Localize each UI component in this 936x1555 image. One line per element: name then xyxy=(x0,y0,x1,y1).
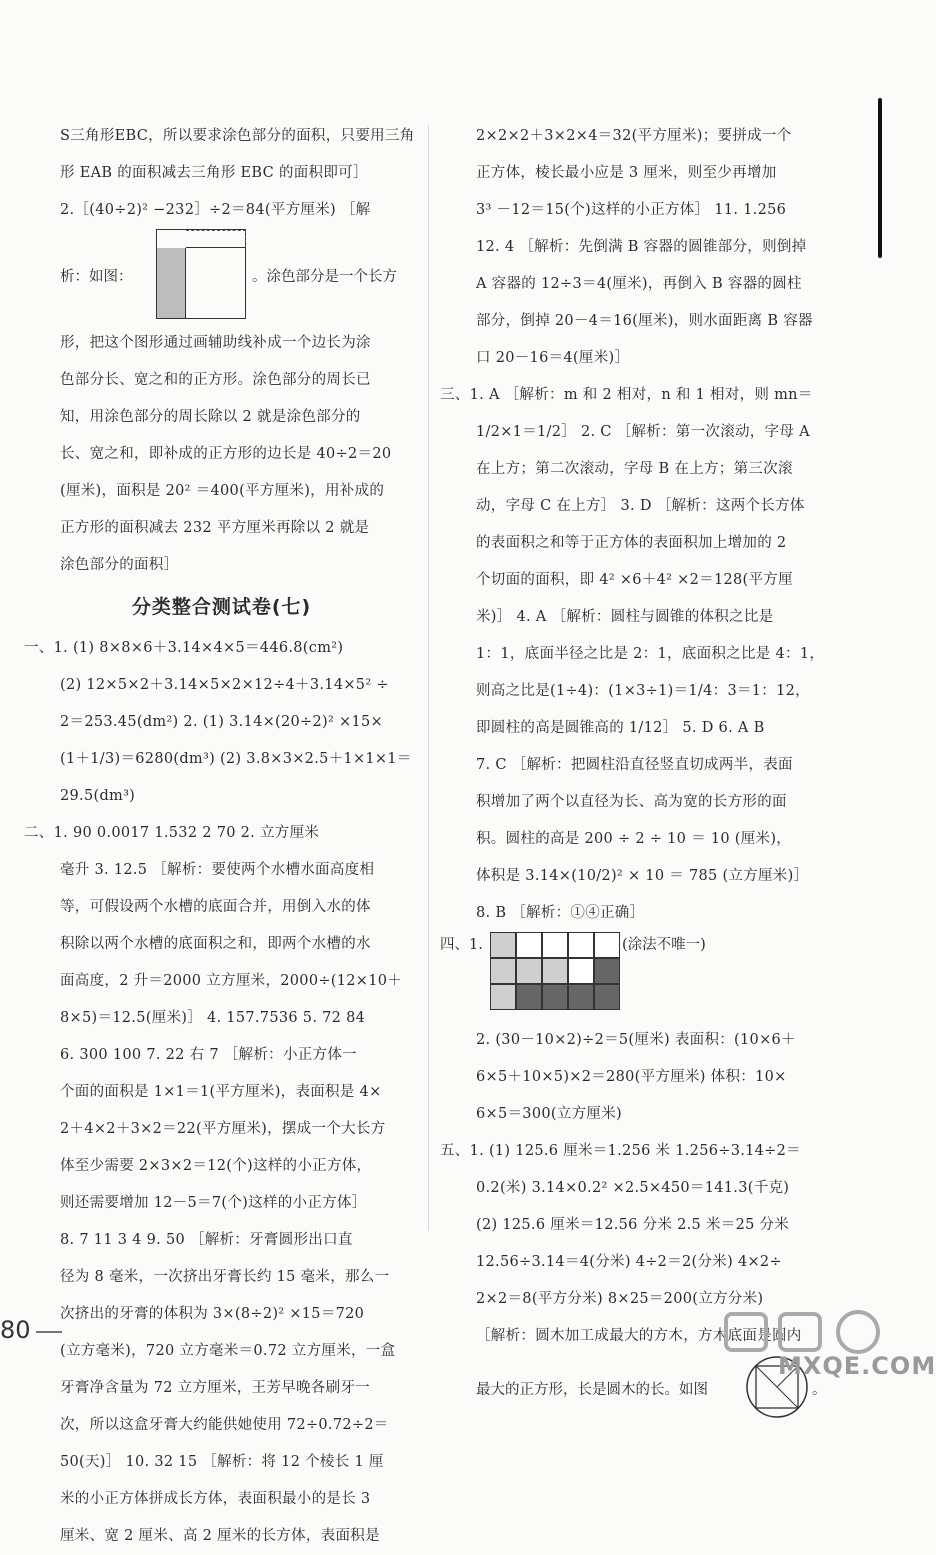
text-line: 1/2×1＝1/2］ 2. C ［解析：第一次滚动，字母 A xyxy=(476,424,810,440)
text-fragment: (涂法不唯一) xyxy=(622,937,706,953)
text-line: 6×5＝300(立方厘米) xyxy=(476,1106,622,1122)
text-line: 8×5)＝12.5(厘米)］ 4. 157.7536 5. 72 84 xyxy=(60,1010,366,1026)
text-line: 即圆柱的高是圆锥高的 1/12］ 5. D 6. A B xyxy=(476,720,765,736)
text-line: 米的小正方体拼成长方体，表面积最小的是长 3 xyxy=(60,1491,371,1507)
text-line: 毫升 3. 12.5 ［解析：要使两个水槽水面高度相 xyxy=(60,862,375,878)
grid-figure-line xyxy=(440,932,830,1022)
part-three-block xyxy=(440,377,830,932)
continuation-block xyxy=(440,118,830,377)
text-line: 厘米、宽 2 厘米、高 2 厘米的长方体，表面积是 xyxy=(60,1528,380,1544)
text-line: 涂色部分的面积］ xyxy=(60,557,179,573)
text-line: 0.2(米) 3.14×0.2² ×2.5×450＝141.3(千克) xyxy=(476,1180,790,1196)
text-line: 8. B ［解析：①④正确］ xyxy=(476,905,645,921)
part-two-block xyxy=(24,815,419,1555)
text-line: 积除以两个水槽的底面积之和，即两个水槽的水 xyxy=(60,936,371,952)
text-line: 正方形的面积减去 232 平方厘米再除以 2 就是 xyxy=(60,520,370,536)
text-line: 知，用涂色部分的周长除以 2 就是涂色部分的 xyxy=(60,409,361,425)
text-line: 2＝253.45(dm²) 2. (1) 3.14×(20÷2)² ×15× xyxy=(60,714,383,730)
text-line: 50(天)］ 10. 32 15 ［解析：将 12 个棱长 1 厘 xyxy=(60,1454,384,1470)
text-line: 长、宽之和，即补成的正方形的边长是 40÷2＝20 xyxy=(60,446,392,462)
dashed-auxiliary-line xyxy=(186,230,246,248)
text-line: 12.56÷3.14＝4(分米) 4÷2＝2(分米) 4×2÷ xyxy=(476,1254,782,1270)
text-fragment: 最大的正方形，长是圆木的长。如图 xyxy=(476,1382,708,1398)
text-line: 二、1. 90 0.0017 1.532 2 70 2. 立方厘米 xyxy=(24,825,320,841)
text-line: 正方体，棱长最小应是 3 厘米，则至少再增加 xyxy=(476,165,777,181)
text-line: 积增加了两个以直径为长、高为宽的长方形的面 xyxy=(476,794,787,810)
text-line: 口 20－16＝4(厘米)］ xyxy=(476,350,630,366)
text-line: 色部分长、宽之和的正方形。涂色部分的周长已 xyxy=(60,372,371,388)
text-line: 2×2×2＋3×2×4＝32(平方厘米)；要拼成一个 xyxy=(476,128,792,144)
text-line: 则高之比是(1÷4)：(1×3÷1)＝1/4：3＝1：12， xyxy=(476,683,810,699)
text-line: 2＋4×2＋3×2＝22(平方厘米)，摆成一个大长方 xyxy=(60,1121,386,1137)
left-column xyxy=(24,118,419,1555)
part-one-block xyxy=(24,630,419,815)
text-line: 一、1. (1) 8×8×6＋3.14×4×5＝446.8(cm²) xyxy=(24,640,344,656)
text-line: 6. 300 100 7. 22 右 7 ［解析：小正方体一 xyxy=(60,1047,357,1063)
section-title: 分类整合测试卷(七) xyxy=(131,596,312,618)
text-line: 8. 7 11 3 4 9. 50 ［解析：牙膏圆形出口直 xyxy=(60,1232,353,1248)
text-line: (1＋1/3)＝6280(dm³) (2) 3.8×3×2.5＋1×1×1＝ xyxy=(60,751,412,767)
text-line: 在上方；第二次滚动，字母 B 在上方；第三次滚 xyxy=(476,461,793,477)
shaded-grid-figure xyxy=(490,932,620,1010)
shaded-rectangle-figure xyxy=(156,229,246,319)
text-line: 牙膏净含量为 72 立方厘米，王芳早晚各刷牙一 xyxy=(60,1380,371,1396)
text-line: 动，字母 C 在上方］ 3. D ［解析：这两个长方体 xyxy=(476,498,805,514)
text-line: 部分，倒掉 20－4＝16(厘米)，则水面距离 B 容器 xyxy=(476,313,813,329)
text-line: 7. C ［解析：把圆柱沿直径竖直切成两半，表面 xyxy=(476,757,793,773)
text-fragment: 。涂色部分是一个长方 xyxy=(252,269,397,285)
watermark xyxy=(718,1308,936,1388)
text-fragment: 。 xyxy=(812,1382,827,1398)
text-line: 29.5(dm³) xyxy=(60,788,136,804)
part-four-block xyxy=(440,1022,830,1133)
text-fragment: 四、1. xyxy=(440,937,483,953)
shaded-region xyxy=(157,248,186,318)
text-line: 积。圆柱的高是 200 ÷ 2 ÷ 10 ＝ 10 (厘米)， xyxy=(476,831,792,847)
page-edge-mark xyxy=(878,98,882,258)
text-line: 次，所以这盒牙膏大约能供她使用 72÷0.72÷2＝ xyxy=(60,1417,389,1433)
text-line: 则还需要增加 12－5＝7(个)这样的小正方体］ xyxy=(60,1195,367,1211)
text-line: 个切面的面积，即 4² ×6＋4² ×2＝128(平方厘 xyxy=(476,572,793,588)
text-line: 12. 4 ［解析：先倒满 B 容器的圆锥部分，则倒掉 xyxy=(476,239,807,255)
text-line: 3³ －12＝15(个)这样的小正方体］ 11. 1.256 xyxy=(476,202,787,218)
text-line: 个面的面积是 1×1＝1(平方厘米)，表面积是 4× xyxy=(60,1084,382,1100)
watermark-text: MXQE.COM xyxy=(778,1352,936,1380)
page-number-rule xyxy=(36,1331,62,1333)
text-line: 的表面积之和等于正方体的表面积加上增加的 2 xyxy=(476,535,787,551)
text-line: (立方毫米)，720 立方毫米＝0.72 立方厘米，一盒 xyxy=(60,1343,396,1359)
text-line: 面高度，2 升＝2000 立方厘米，2000÷(12×10＋ xyxy=(60,973,403,989)
text-line: 形 EAB 的面积减去三角形 EBC 的面积即可］ xyxy=(60,165,368,181)
text-line: 等，可假设两个水槽的底面合并，用倒入水的体 xyxy=(60,899,371,915)
page-number: 80 xyxy=(0,1316,31,1344)
text-line: 径为 8 毫米，一次挤出牙膏长约 15 毫米，那么一 xyxy=(60,1269,390,1285)
text-line: (2) 125.6 厘米＝12.56 分米 2.5 米＝25 分米 xyxy=(476,1217,790,1233)
explanation-block xyxy=(24,325,419,584)
text-line: 6×5＋10×5)×2＝280(平方厘米) 体积：10× xyxy=(476,1069,787,1085)
watermark-logo-icon xyxy=(718,1308,898,1356)
text-line: (2) 12×5×2＋3.14×5×2×12÷4＋3.14×5² ÷ xyxy=(60,677,389,693)
text-line: 三、1. A ［解析：m 和 2 相对，n 和 1 相对，则 mn＝ xyxy=(440,387,813,403)
column-divider xyxy=(428,125,429,1230)
text-line: 2.［(40÷2)² −232］÷2＝84(平方厘米) ［解 xyxy=(60,202,371,218)
text-line: 体至少需要 2×3×2＝12(个)这样的小正方体， xyxy=(60,1158,372,1174)
text-line: A 容器的 12÷3＝4(厘米)，再倒入 B 容器的圆柱 xyxy=(476,276,802,292)
text-line: 形，把这个图形通过画辅助线补成一个边长为涂 xyxy=(60,335,371,351)
text-fragment: 析：如图： xyxy=(60,269,133,285)
text-line: S三角形EBC，所以要求涂色部分的面积，只要用三角 xyxy=(60,128,415,144)
figure-line xyxy=(24,229,419,325)
text-line: ［解析：圆木加工成最大的方木，方木底面是圆内 xyxy=(476,1328,802,1344)
text-line: 米)］ 4. A ［解析：圆柱与圆锥的体积之比是 xyxy=(476,609,774,625)
text-line: (厘米)，面积是 20² ＝400(平方厘米)，用补成的 xyxy=(60,483,385,499)
text-line: 1：1，底面半径之比是 2：1，底面积之比是 4：1， xyxy=(476,646,825,662)
text-line: 2. (30－10×2)÷2＝5(厘米) 表面积：(10×6＋ xyxy=(476,1032,796,1048)
intro-block xyxy=(24,118,419,229)
text-line: 五、1. (1) 125.6 厘米＝1.256 米 1.256÷3.14÷2＝ xyxy=(440,1143,801,1159)
text-line: 2×2＝8(平方分米) 8×25＝200(立方分米) xyxy=(476,1291,764,1307)
text-line: 次挤出的牙膏的体积为 3×(8÷2)² ×15＝720 xyxy=(60,1306,365,1322)
right-column xyxy=(440,118,830,1425)
text-line: 体积是 3.14×(10/2)² × 10 ＝ 785 (立方厘米)］ xyxy=(476,868,809,884)
